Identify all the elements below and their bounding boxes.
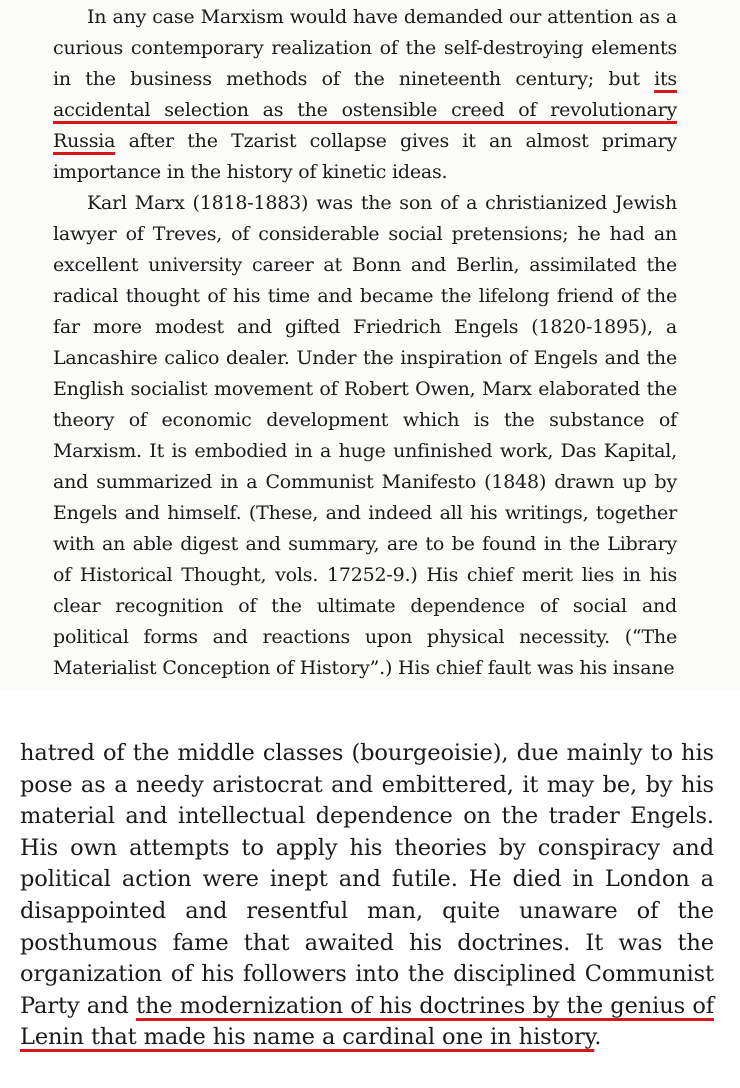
red-underlined-passage: its accidental selection as the ostensible creed of revolutionary Russia [53,68,677,152]
upper-text-column [53,2,677,684]
lower-text-column [20,738,714,1054]
paragraph-karl-marx: Karl Marx (1818-1883) was the son of a christianized Jewish lawyer of Treves, of considerable social pretensions; he had an excellent university career at Bonn and Berlin, assimilated the radical thought of his time and became the lifelong friend of the far more modest and gifted Friedrich Engels (1820-1895), a Lancashire calico dealer. Under the inspiration of Engels and the English socialist movement of Robert Owen, Marx elaborated the theory of economic development which is the substance of Marxism. It is embodied in a huge unfinished work, Das Kapital, and summarized in a Communist Manifesto (1848) drawn up by Engels and himself. (These, and indeed all his writings, together with an able digest and summary, are to be found in the Library of Historical Thought, vols. 17252-9.) His chief merit lies in his clear recognition of the ultimate dependence of social and political forms and reactions upon physical necessity. (“The Materialist Conception of History”.) His chief fault was his insane [53,192,677,679]
red-underlined-passage: the modernization of his doctrines by the genius of Lenin that made his name a cardinal one in history [20,992,714,1051]
text-run: . [594,1024,602,1051]
paragraph-hatred-middle-classes [20,738,714,1054]
text-run: hatred of the middle classes (bourgeoisie), due mainly to his pose as a needy aristocrat and embittered, it may be, by his material and intellectual dependence on the trader Engels. His own attempts to apply his theories by conspiracy and political action were inept and futile. He died in London a disappointed and resentful man, quite unaware of the posthumous fame that awaited his doctrines. It was the organization of his followers into the disciplined Communist Party and [20,740,714,1019]
text-run: In any case Marxism would have demanded our attention as a curious contemporary realization of the self-destroying elements in the business methods of the nineteenth century; but [53,6,677,90]
paragraph-marxism-intro [53,2,677,188]
text-run: after the Tzarist collapse gives it an almost primary importance in the history of kinetic ideas. [53,130,677,183]
